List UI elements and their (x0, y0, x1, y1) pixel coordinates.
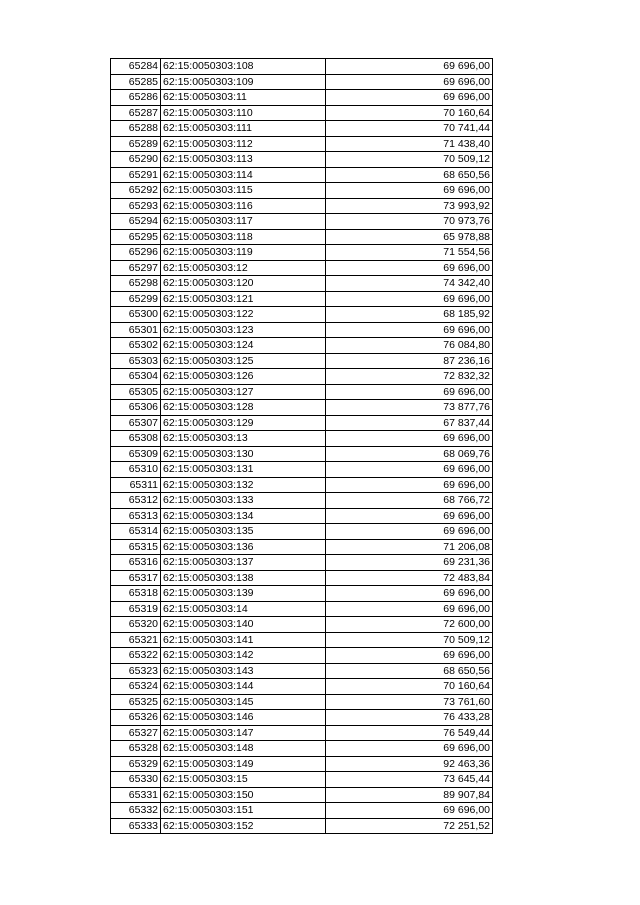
cadastral-value-cell: 69 696,00 (326, 260, 493, 276)
cadastral-number-cell: 62:15:0050303:151 (161, 803, 326, 819)
row-number-cell: 65333 (111, 818, 161, 834)
cadastral-value-cell: 69 696,00 (326, 384, 493, 400)
row-number-cell: 65299 (111, 291, 161, 307)
cadastral-value-cell: 69 696,00 (326, 431, 493, 447)
cadastral-number-cell: 62:15:0050303:140 (161, 617, 326, 633)
row-number-cell: 65319 (111, 601, 161, 617)
table-row (111, 276, 493, 292)
cadastral-value-cell: 68 069,76 (326, 446, 493, 462)
cadastral-value-cell: 69 696,00 (326, 477, 493, 493)
table-row (111, 756, 493, 772)
cadastral-value-cell: 67 837,44 (326, 415, 493, 431)
cadastral-number-cell: 62:15:0050303:125 (161, 353, 326, 369)
cadastral-value-cell: 76 549,44 (326, 725, 493, 741)
cadastral-number-cell: 62:15:0050303:149 (161, 756, 326, 772)
cadastral-value-cell: 70 973,76 (326, 214, 493, 230)
cadastral-value-cell: 69 696,00 (326, 90, 493, 106)
table-row (111, 508, 493, 524)
table-row (111, 679, 493, 695)
table-row (111, 214, 493, 230)
table-row (111, 167, 493, 183)
table-row (111, 415, 493, 431)
row-number-cell: 65317 (111, 570, 161, 586)
cadastral-value-cell: 92 463,36 (326, 756, 493, 772)
table-row (111, 121, 493, 137)
table-row (111, 710, 493, 726)
cadastral-value-cell: 68 650,56 (326, 167, 493, 183)
cadastral-number-cell: 62:15:0050303:123 (161, 322, 326, 338)
cadastral-number-cell: 62:15:0050303:114 (161, 167, 326, 183)
cadastral-number-cell: 62:15:0050303:150 (161, 787, 326, 803)
row-number-cell: 65301 (111, 322, 161, 338)
table-row (111, 632, 493, 648)
row-number-cell: 65308 (111, 431, 161, 447)
cadastral-number-cell: 62:15:0050303:152 (161, 818, 326, 834)
cadastral-value-cell: 69 696,00 (326, 322, 493, 338)
cadastral-value-cell: 71 206,08 (326, 539, 493, 555)
cadastral-number-cell: 62:15:0050303:138 (161, 570, 326, 586)
table-row (111, 291, 493, 307)
table-row (111, 787, 493, 803)
cadastral-value-cell: 72 600,00 (326, 617, 493, 633)
cadastral-value-cell: 73 761,60 (326, 694, 493, 710)
table-row (111, 59, 493, 75)
cadastral-number-cell: 62:15:0050303:110 (161, 105, 326, 121)
cadastral-number-cell: 62:15:0050303:113 (161, 152, 326, 168)
cadastral-value-cell: 70 160,64 (326, 679, 493, 695)
cadastral-value-cell: 68 766,72 (326, 493, 493, 509)
table-row (111, 245, 493, 261)
table-row (111, 322, 493, 338)
table-row (111, 307, 493, 323)
cadastral-number-cell: 62:15:0050303:11 (161, 90, 326, 106)
cadastral-value-cell: 69 696,00 (326, 462, 493, 478)
cadastral-number-cell: 62:15:0050303:134 (161, 508, 326, 524)
table-row (111, 105, 493, 121)
cadastral-number-cell: 62:15:0050303:108 (161, 59, 326, 75)
cadastral-number-cell: 62:15:0050303:143 (161, 663, 326, 679)
table-row (111, 725, 493, 741)
table-row (111, 90, 493, 106)
table-row (111, 229, 493, 245)
cadastral-number-cell: 62:15:0050303:109 (161, 74, 326, 90)
cadastral-value-cell: 89 907,84 (326, 787, 493, 803)
row-number-cell: 65303 (111, 353, 161, 369)
cadastral-number-cell: 62:15:0050303:14 (161, 601, 326, 617)
table-row (111, 74, 493, 90)
cadastral-number-cell: 62:15:0050303:126 (161, 369, 326, 385)
row-number-cell: 65327 (111, 725, 161, 741)
table-row (111, 369, 493, 385)
table-row (111, 818, 493, 834)
cadastral-value-table (110, 58, 493, 834)
row-number-cell: 65310 (111, 462, 161, 478)
cadastral-number-cell: 62:15:0050303:131 (161, 462, 326, 478)
cadastral-number-cell: 62:15:0050303:119 (161, 245, 326, 261)
table-body (111, 59, 493, 834)
row-number-cell: 65287 (111, 105, 161, 121)
table-row (111, 772, 493, 788)
cadastral-value-cell: 70 509,12 (326, 632, 493, 648)
cadastral-number-cell: 62:15:0050303:139 (161, 586, 326, 602)
cadastral-number-cell: 62:15:0050303:146 (161, 710, 326, 726)
row-number-cell: 65329 (111, 756, 161, 772)
row-number-cell: 65293 (111, 198, 161, 214)
table-row (111, 694, 493, 710)
row-number-cell: 65286 (111, 90, 161, 106)
cadastral-number-cell: 62:15:0050303:120 (161, 276, 326, 292)
row-number-cell: 65304 (111, 369, 161, 385)
cadastral-number-cell: 62:15:0050303:122 (161, 307, 326, 323)
table-row (111, 617, 493, 633)
cadastral-value-cell: 72 483,84 (326, 570, 493, 586)
cadastral-number-cell: 62:15:0050303:111 (161, 121, 326, 137)
row-number-cell: 65322 (111, 648, 161, 664)
cadastral-number-cell: 62:15:0050303:132 (161, 477, 326, 493)
cadastral-value-cell: 69 696,00 (326, 508, 493, 524)
cadastral-number-cell: 62:15:0050303:128 (161, 400, 326, 416)
table-row (111, 493, 493, 509)
cadastral-value-cell: 69 696,00 (326, 741, 493, 757)
cadastral-number-cell: 62:15:0050303:133 (161, 493, 326, 509)
cadastral-number-cell: 62:15:0050303:12 (161, 260, 326, 276)
cadastral-number-cell: 62:15:0050303:112 (161, 136, 326, 152)
table-row (111, 446, 493, 462)
cadastral-number-cell: 62:15:0050303:13 (161, 431, 326, 447)
row-number-cell: 65318 (111, 586, 161, 602)
table-row (111, 400, 493, 416)
row-number-cell: 65328 (111, 741, 161, 757)
cadastral-number-cell: 62:15:0050303:121 (161, 291, 326, 307)
row-number-cell: 65325 (111, 694, 161, 710)
cadastral-number-cell: 62:15:0050303:148 (161, 741, 326, 757)
cadastral-value-cell: 71 554,56 (326, 245, 493, 261)
table-row (111, 431, 493, 447)
table-row (111, 462, 493, 478)
row-number-cell: 65296 (111, 245, 161, 261)
cadastral-value-cell: 71 438,40 (326, 136, 493, 152)
row-number-cell: 65285 (111, 74, 161, 90)
row-number-cell: 65320 (111, 617, 161, 633)
row-number-cell: 65331 (111, 787, 161, 803)
row-number-cell: 65309 (111, 446, 161, 462)
cadastral-value-cell: 69 696,00 (326, 183, 493, 199)
cadastral-value-cell: 69 696,00 (326, 524, 493, 540)
cadastral-value-cell: 76 433,28 (326, 710, 493, 726)
cadastral-value-cell: 69 696,00 (326, 291, 493, 307)
table-row (111, 555, 493, 571)
row-number-cell: 65314 (111, 524, 161, 540)
row-number-cell: 65298 (111, 276, 161, 292)
cadastral-value-cell: 69 696,00 (326, 59, 493, 75)
row-number-cell: 65312 (111, 493, 161, 509)
cadastral-number-cell: 62:15:0050303:130 (161, 446, 326, 462)
row-number-cell: 65311 (111, 477, 161, 493)
table-row (111, 384, 493, 400)
cadastral-number-cell: 62:15:0050303:129 (161, 415, 326, 431)
table-row (111, 152, 493, 168)
table-row (111, 338, 493, 354)
row-number-cell: 65330 (111, 772, 161, 788)
cadastral-value-cell: 69 231,36 (326, 555, 493, 571)
table-row (111, 524, 493, 540)
cadastral-number-cell: 62:15:0050303:141 (161, 632, 326, 648)
cadastral-value-cell: 87 236,16 (326, 353, 493, 369)
row-number-cell: 65321 (111, 632, 161, 648)
cadastral-number-cell: 62:15:0050303:127 (161, 384, 326, 400)
cadastral-value-cell: 69 696,00 (326, 74, 493, 90)
row-number-cell: 65294 (111, 214, 161, 230)
row-number-cell: 65295 (111, 229, 161, 245)
row-number-cell: 65284 (111, 59, 161, 75)
table-row (111, 353, 493, 369)
row-number-cell: 65292 (111, 183, 161, 199)
row-number-cell: 65316 (111, 555, 161, 571)
row-number-cell: 65306 (111, 400, 161, 416)
row-number-cell: 65323 (111, 663, 161, 679)
cadastral-number-cell: 62:15:0050303:15 (161, 772, 326, 788)
cadastral-value-cell: 76 084,80 (326, 338, 493, 354)
cadastral-value-cell: 72 832,32 (326, 369, 493, 385)
cadastral-number-cell: 62:15:0050303:116 (161, 198, 326, 214)
cadastral-value-cell: 74 342,40 (326, 276, 493, 292)
table-row (111, 260, 493, 276)
cadastral-number-cell: 62:15:0050303:142 (161, 648, 326, 664)
table-row (111, 803, 493, 819)
cadastral-number-cell: 62:15:0050303:117 (161, 214, 326, 230)
table-row (111, 136, 493, 152)
cadastral-value-cell: 73 993,92 (326, 198, 493, 214)
table-row (111, 648, 493, 664)
table-row (111, 663, 493, 679)
table-row (111, 741, 493, 757)
row-number-cell: 65315 (111, 539, 161, 555)
cadastral-number-cell: 62:15:0050303:135 (161, 524, 326, 540)
cadastral-number-cell: 62:15:0050303:144 (161, 679, 326, 695)
row-number-cell: 65324 (111, 679, 161, 695)
row-number-cell: 65313 (111, 508, 161, 524)
row-number-cell: 65291 (111, 167, 161, 183)
cadastral-value-cell: 72 251,52 (326, 818, 493, 834)
cadastral-number-cell: 62:15:0050303:115 (161, 183, 326, 199)
table-row (111, 570, 493, 586)
cadastral-value-cell: 68 650,56 (326, 663, 493, 679)
table-row (111, 539, 493, 555)
table-row (111, 601, 493, 617)
table-row (111, 477, 493, 493)
cadastral-value-cell: 70 741,44 (326, 121, 493, 137)
row-number-cell: 65302 (111, 338, 161, 354)
cadastral-number-cell: 62:15:0050303:147 (161, 725, 326, 741)
cadastral-value-cell: 69 696,00 (326, 586, 493, 602)
cadastral-value-cell: 70 160,64 (326, 105, 493, 121)
row-number-cell: 65297 (111, 260, 161, 276)
cadastral-number-cell: 62:15:0050303:118 (161, 229, 326, 245)
cadastral-value-cell: 65 978,88 (326, 229, 493, 245)
cadastral-value-cell: 68 185,92 (326, 307, 493, 323)
table-row (111, 183, 493, 199)
cadastral-value-cell: 70 509,12 (326, 152, 493, 168)
row-number-cell: 65326 (111, 710, 161, 726)
row-number-cell: 65307 (111, 415, 161, 431)
row-number-cell: 65288 (111, 121, 161, 137)
table-row (111, 586, 493, 602)
table-row (111, 198, 493, 214)
cadastral-number-cell: 62:15:0050303:145 (161, 694, 326, 710)
row-number-cell: 65290 (111, 152, 161, 168)
row-number-cell: 65300 (111, 307, 161, 323)
cadastral-number-cell: 62:15:0050303:124 (161, 338, 326, 354)
cadastral-value-cell: 69 696,00 (326, 803, 493, 819)
cadastral-number-cell: 62:15:0050303:136 (161, 539, 326, 555)
cadastral-number-cell: 62:15:0050303:137 (161, 555, 326, 571)
row-number-cell: 65305 (111, 384, 161, 400)
cadastral-value-cell: 69 696,00 (326, 648, 493, 664)
cadastral-value-cell: 73 645,44 (326, 772, 493, 788)
row-number-cell: 65332 (111, 803, 161, 819)
row-number-cell: 65289 (111, 136, 161, 152)
cadastral-value-cell: 73 877,76 (326, 400, 493, 416)
cadastral-value-cell: 69 696,00 (326, 601, 493, 617)
